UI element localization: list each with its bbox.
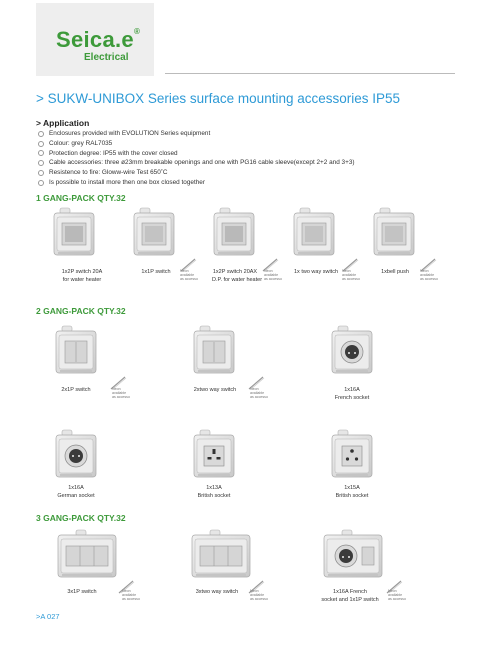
neon-note: Neon available as accesso [122, 589, 140, 602]
brand-subtitle: Electrical [84, 52, 129, 63]
product-caption: 3xtwo way switch [195, 589, 239, 595]
switch-box-image [212, 206, 256, 258]
product-caption: 2xtwo way switch [193, 387, 237, 393]
registered-mark: ® [133, 27, 141, 36]
application-item: Colour: grey RAL7035 [38, 139, 355, 149]
product-caption: 1xbell push [381, 269, 409, 275]
product-caption: 1x15A British socket [335, 485, 369, 499]
neon-note: Neon available as accesso [388, 589, 406, 602]
product-caption: 1x13A British socket [197, 485, 231, 499]
product-caption: 1x16A French socket [334, 387, 370, 401]
bullet-icon [38, 131, 44, 137]
switch-box-image [52, 206, 96, 258]
application-item: Enclosures provided with EVOLUTION Series equipment [38, 129, 355, 139]
neon-note: Neon available as accesso [342, 269, 360, 282]
header-rule [165, 73, 455, 74]
section-title-1-gang: 1 GANG-PACK QTY.32 [36, 193, 126, 203]
bullet-icon [38, 150, 44, 156]
page-heading: > SUKW-UNIBOX Series surface mounting accessories IP55 [36, 91, 401, 106]
switch-box-image [132, 206, 176, 258]
brand-name: Seica.e [56, 27, 134, 52]
application-item: Protection degree: IP55 with the cover closed [38, 149, 355, 159]
switch-box-image [192, 324, 236, 376]
british-socket-box-image [192, 428, 236, 480]
brand-logo [36, 3, 154, 76]
german-socket-box-image [54, 428, 98, 480]
product-caption: 1x16A French socket and 1x1P switch [321, 589, 379, 603]
application-item: Resistence to fire: Gloww-wire Test 650˚C [38, 168, 355, 178]
product-caption: 1x16A German socket [57, 485, 95, 499]
product-caption: 3x1P switch [67, 589, 97, 595]
product-caption: 1x two way switch [294, 269, 339, 275]
triple-switch-box-image [56, 528, 118, 580]
bullet-icon [38, 160, 44, 166]
british-socket-box-image [330, 428, 374, 480]
socket-switch-box-image [322, 528, 384, 580]
product-caption: 2x1P switch [61, 387, 91, 393]
neon-note: Neon available as accesso [250, 387, 268, 400]
triple-switch-box-image [190, 528, 252, 580]
neon-note: Neon available as accesso [180, 269, 198, 282]
bullet-icon [38, 170, 44, 176]
neon-note: Neon available as accesso [420, 269, 438, 282]
product-caption: 1x1P switch [141, 269, 171, 275]
neon-note: Neon available as accesso [264, 269, 282, 282]
french-socket-box-image [330, 324, 374, 376]
application-item: Is possible to install more then one box closed together [38, 178, 355, 188]
application-item: Cable accessories: three ø23mm breakable openings and one with PG16 cable sleeve(except 2+2 and 3+3) [38, 158, 355, 168]
application-title: > Application [36, 118, 90, 128]
product-caption: 1x2P switch 20A for water heater [61, 269, 103, 283]
switch-box-image [292, 206, 336, 258]
switch-box-image [54, 324, 98, 376]
neon-note: Neon available as accesso [112, 387, 130, 400]
application-list [38, 129, 355, 188]
section-title-2-gang: 2 GANG-PACK QTY.32 [36, 306, 126, 316]
page-number: >A 027 [36, 612, 60, 621]
neon-note: Neon available as accesso [250, 589, 268, 602]
bullet-icon [38, 180, 44, 186]
bullet-icon [38, 141, 44, 147]
product-caption: 1x2P switch 20AX D.P. for water heater [212, 269, 263, 283]
section-title-3-gang: 3 GANG-PACK QTY.32 [36, 513, 126, 523]
bell-push-box-image [372, 206, 416, 258]
